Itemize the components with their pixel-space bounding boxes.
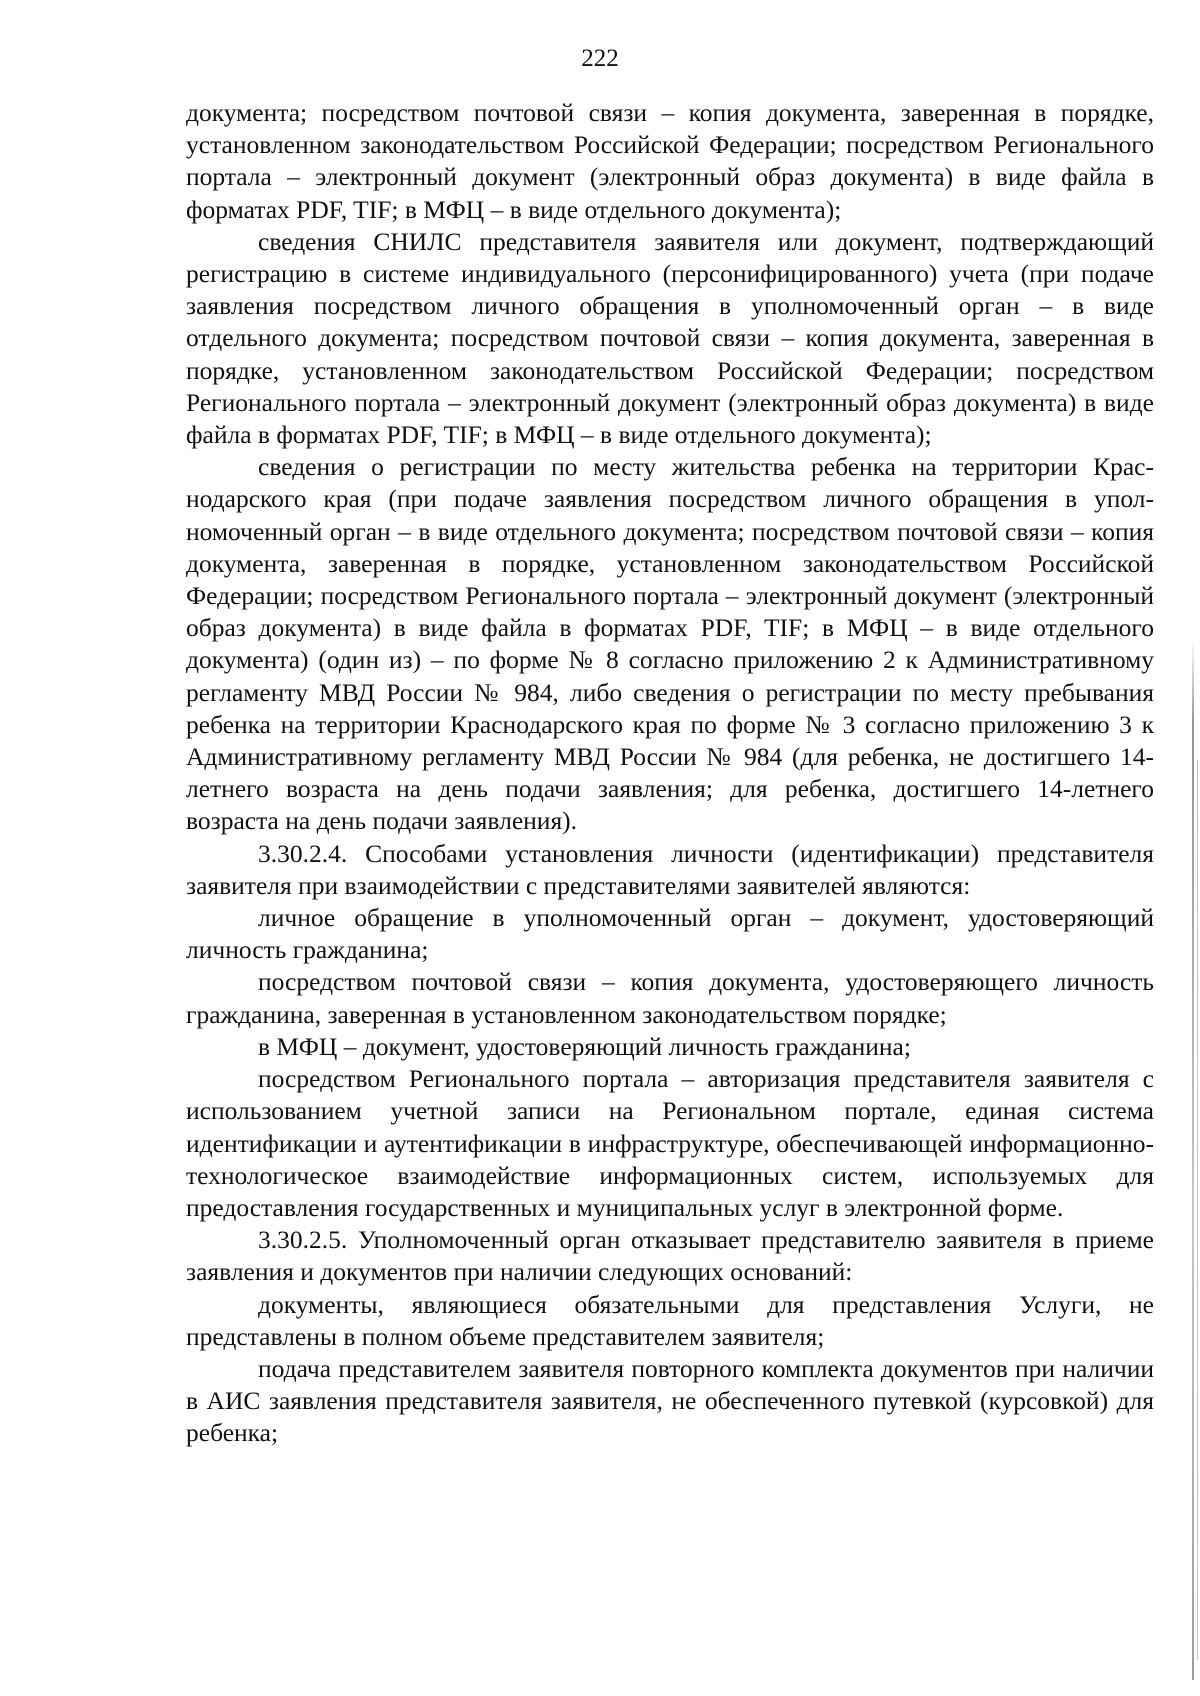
paragraph-postal: посредством почтовой связи – копия документа, удостоверяющего личность гражданина, заверенная в установленном законодательством порядке;	[186, 967, 1154, 1029]
paragraph-documents-incomplete: документы, являющиеся обязательными для представления Услуги, не представлены в полном объеме представителем заявителя;	[186, 1289, 1154, 1351]
paragraph-section-3-30-2-5: 3.30.2.5. Уполномоченный орган отказывает представителю заявителя в приеме заявления и документов при наличии следующих оснований:	[186, 1225, 1154, 1287]
paragraph-repeat-submission: подача представителем заявителя повторного комплекта документов при наличии в АИС заявления представителя заявителя, не обеспеченного путевкой (курсовкой) для ребенка;	[186, 1353, 1154, 1448]
paragraph-regional-portal: посредством Регионального портала – авторизация представителя заявителя с использованием учетной записи на Региональном портале, единая система идентификации и аутентификации в инфраструктуре, обеспечивающей информационно-технологическое взаимодействие информационных систем, используемых для предоставления государственных и муниципальных услуг в электронной форме.	[186, 1064, 1154, 1222]
paragraph-personal-visit: личное обращение в уполномоченный орган – документ, удостоверяющий личность гражданина;	[186, 903, 1154, 965]
document-body	[186, 97, 1154, 1450]
page-number: 222	[581, 45, 619, 72]
scan-edge-line-secondary	[1197, 760, 1198, 1660]
paragraph-mfc: в МФЦ – документ, удостоверяющий личность гражданина;	[258, 1031, 911, 1061]
paragraph-section-3-30-2-4: 3.30.2.4. Способами установления личности (идентификации) представителя заявителя при взаимодействии с представителями заявителей являются:	[186, 838, 1154, 900]
paragraph-snils: сведения СНИЛС представителя заявителя или документ, подтверждающий регистрацию в системе индивидуального (персонифицированного) учета (при подаче заявления посредством личного обращения в уполномоченный орган – в виде отдельного документа; посредством почтовой связи – копия документа, заверенная в порядке, установленном законодательством Российской Федерации; посредством Регионального портала – электронный документ (электронный образ документа) в виде файла в форматах PDF, TIF; в МФЦ – в виде отдельного документа);	[186, 226, 1154, 450]
paragraph-registration: сведения о регистрации по месту жительства ребенка на территории Краснодарского края (при подаче заявления посредством личного обращения в уполномоченный орган – в виде отдельного документа; посредством почтовой связи – копия документа, заверенная в порядке, установленном законодательством Российской Федерации; посредством Регионального портала – электронный документ (электронный образ документа) в виде файла в форматах PDF, TIF; в МФЦ – в виде отдельного документа) (один из) – по форме № 8 согласно приложению 2 к Административному регламенту МВД России № 984, либо сведения о регистрации по месту пребывания ребенка на территории Краснодарского края по форме № 3 согласно приложению 3 к Административному регламенту МВД России № 984 (для ребенка, не достигшего 14-летнего возраста на день подачи заявления; для ребенка, достигшего 14-летнего возраста на день подачи заявления).	[186, 452, 1154, 836]
scan-edge-line	[1192, 640, 1194, 1680]
paragraph-continuation: документа; посредством почтовой связи – копия документа, заверенная в порядке, установленном законодательством Российской Федерации; посредством Регионального портала – электронный документ (электронный образ документа) в виде файла в форматах PDF, TIF; в МФЦ – в виде отдельного документа);	[186, 98, 1154, 224]
